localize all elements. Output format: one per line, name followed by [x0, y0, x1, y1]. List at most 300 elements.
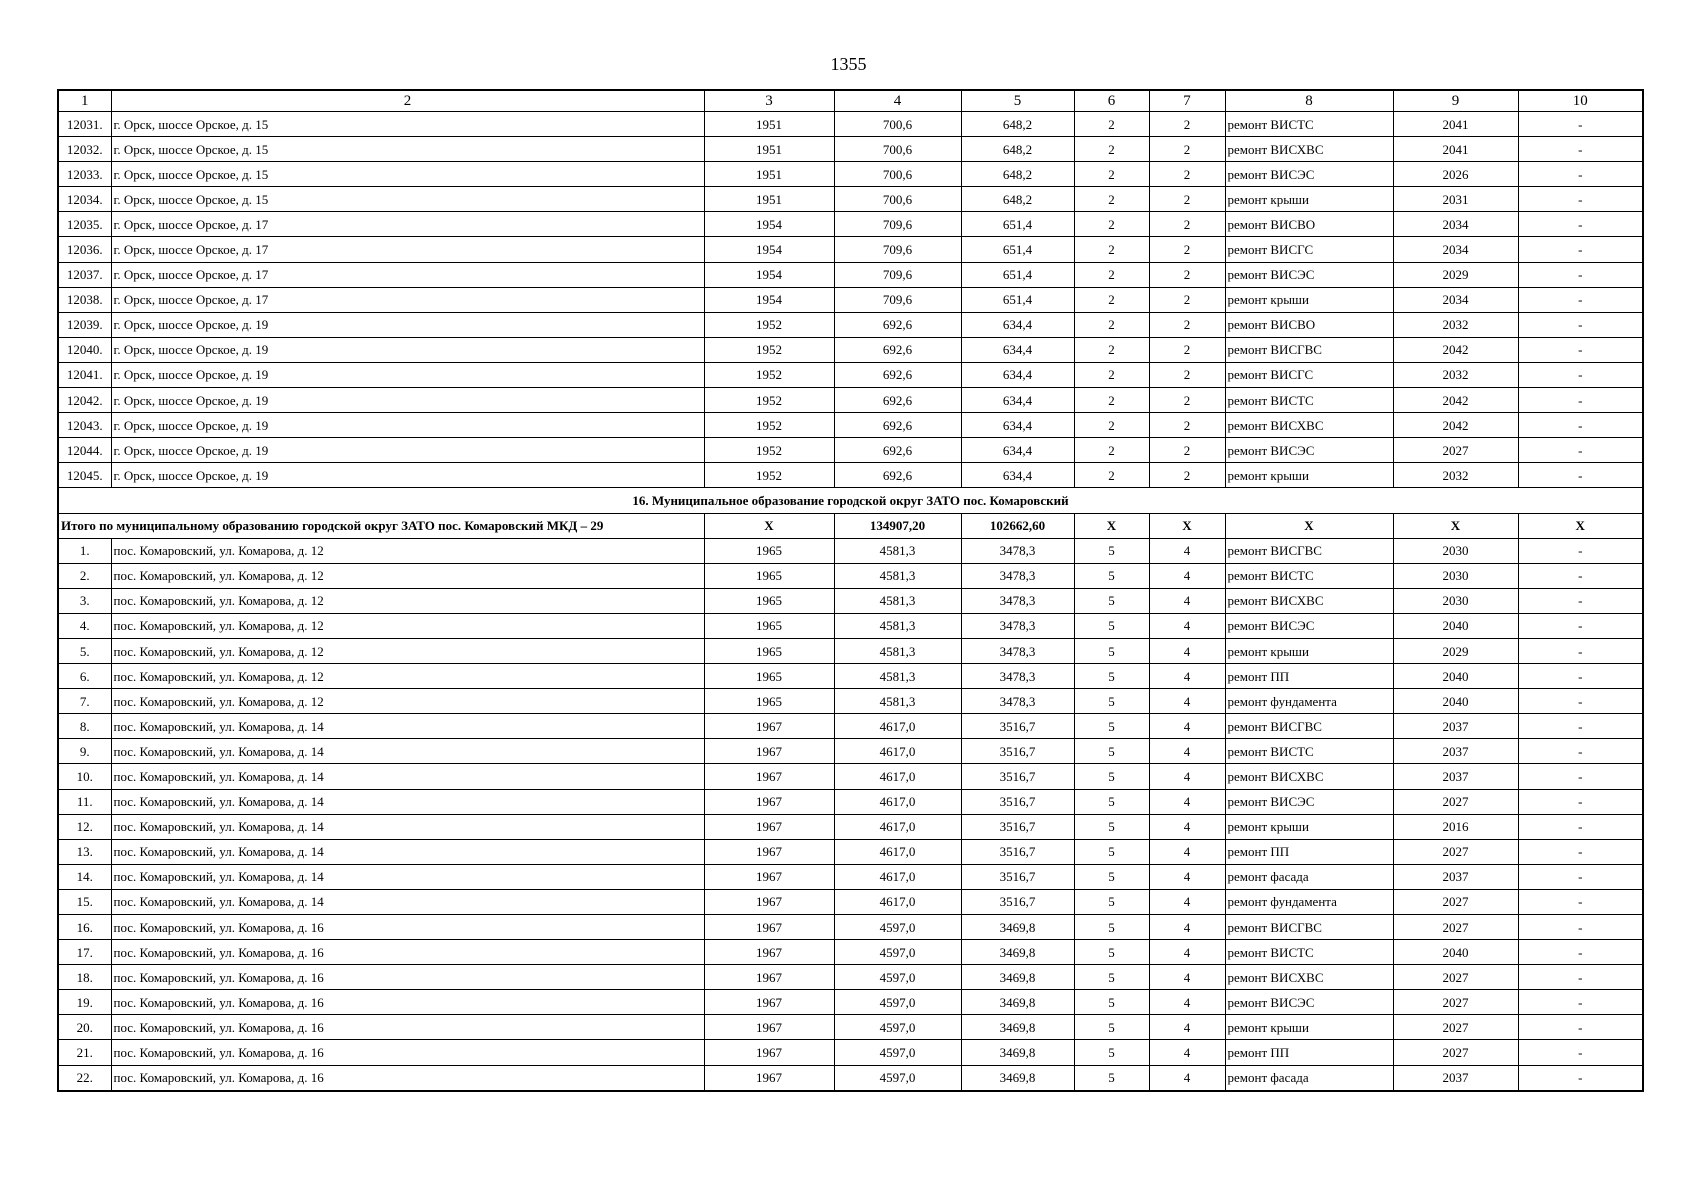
table-cell: 2027: [1393, 839, 1518, 864]
table-row: [58, 237, 1643, 262]
table-cell: 5: [1074, 990, 1149, 1015]
table-cell: 21.: [58, 1040, 111, 1065]
table-cell: г. Орск, шоссе Орское, д. 15: [111, 162, 704, 187]
table-cell: г. Орск, шоссе Орское, д. 15: [111, 112, 704, 137]
table-cell: 1967: [704, 889, 834, 914]
table-cell: ремонт ПП: [1225, 1040, 1393, 1065]
table-cell: 3516,7: [961, 739, 1074, 764]
table-cell: ремонт ВИСГС: [1225, 237, 1393, 262]
table-row: [58, 965, 1643, 990]
table-cell: г. Орск, шоссе Орское, д. 17: [111, 287, 704, 312]
table-cell: г. Орск, шоссе Орское, д. 15: [111, 137, 704, 162]
table-cell: 5: [1074, 1065, 1149, 1091]
table-cell: 5: [1074, 915, 1149, 940]
table-row: [58, 889, 1643, 914]
table-cell: 2: [1074, 413, 1149, 438]
table-cell: -: [1518, 438, 1643, 463]
column-header: 6: [1074, 90, 1149, 112]
table-cell: 6.: [58, 664, 111, 689]
table-cell: -: [1518, 237, 1643, 262]
table-cell: -: [1518, 287, 1643, 312]
table-cell: -: [1518, 112, 1643, 137]
total-cell: X: [1149, 513, 1225, 538]
table-cell: 2: [1149, 112, 1225, 137]
table-cell: 2: [1074, 212, 1149, 237]
table-cell: 22.: [58, 1065, 111, 1091]
table-cell: 692,6: [834, 463, 961, 488]
table-cell: 2032: [1393, 463, 1518, 488]
table-cell: -: [1518, 137, 1643, 162]
table-cell: 5: [1074, 789, 1149, 814]
table-row: [58, 337, 1643, 362]
table-cell: 5: [1074, 864, 1149, 889]
table-cell: 5: [1074, 814, 1149, 839]
table-cell: 4: [1149, 739, 1225, 764]
table-cell: 10.: [58, 764, 111, 789]
table-cell: ремонт ПП: [1225, 839, 1393, 864]
table-cell: 4: [1149, 764, 1225, 789]
table-cell: 1952: [704, 413, 834, 438]
table-cell: пос. Комаровский, ул. Комарова, д. 12: [111, 588, 704, 613]
table-cell: пос. Комаровский, ул. Комарова, д. 14: [111, 789, 704, 814]
table-cell: ремонт крыши: [1225, 287, 1393, 312]
table-cell: 4597,0: [834, 965, 961, 990]
table-cell: 1967: [704, 1015, 834, 1040]
table-cell: 4581,3: [834, 538, 961, 563]
table-cell: 3516,7: [961, 839, 1074, 864]
table-cell: -: [1518, 689, 1643, 714]
table-cell: 18.: [58, 965, 111, 990]
table-cell: 4: [1149, 814, 1225, 839]
table-cell: 648,2: [961, 137, 1074, 162]
table-cell: -: [1518, 864, 1643, 889]
table-cell: 2037: [1393, 764, 1518, 789]
table-cell: 12040.: [58, 337, 111, 362]
table-cell: 700,6: [834, 187, 961, 212]
table-cell: 2040: [1393, 664, 1518, 689]
table-cell: 2037: [1393, 739, 1518, 764]
table-cell: 634,4: [961, 463, 1074, 488]
table-row: [58, 1065, 1643, 1091]
table-cell: ремонт ВИСГВС: [1225, 538, 1393, 563]
table-cell: 5: [1074, 563, 1149, 588]
table-cell: 709,6: [834, 212, 961, 237]
column-header: 4: [834, 90, 961, 112]
table-cell: 1967: [704, 764, 834, 789]
table-cell: ремонт ВИСЭС: [1225, 438, 1393, 463]
table-cell: 2: [1074, 112, 1149, 137]
table-cell: 3478,3: [961, 638, 1074, 663]
table-cell: 2027: [1393, 889, 1518, 914]
table-cell: 4: [1149, 965, 1225, 990]
table-cell: 1967: [704, 1040, 834, 1065]
table-cell: пос. Комаровский, ул. Комарова, д. 16: [111, 1065, 704, 1091]
table-cell: 12032.: [58, 137, 111, 162]
table-cell: 4: [1149, 714, 1225, 739]
table-row: [58, 1040, 1643, 1065]
table-row: [58, 538, 1643, 563]
table-cell: г. Орск, шоссе Орское, д. 17: [111, 237, 704, 262]
table-cell: 5: [1074, 538, 1149, 563]
table-cell: 3478,3: [961, 689, 1074, 714]
table-cell: 3478,3: [961, 563, 1074, 588]
table-cell: г. Орск, шоссе Орское, д. 19: [111, 337, 704, 362]
table-cell: 1951: [704, 137, 834, 162]
table-cell: пос. Комаровский, ул. Комарова, д. 14: [111, 814, 704, 839]
table-cell: -: [1518, 212, 1643, 237]
table-cell: 4: [1149, 638, 1225, 663]
total-cell: X: [1225, 513, 1393, 538]
table-cell: 2027: [1393, 965, 1518, 990]
table-row: [58, 864, 1643, 889]
table-cell: -: [1518, 889, 1643, 914]
table-cell: 1967: [704, 864, 834, 889]
table-cell: 2: [1149, 413, 1225, 438]
table-cell: 3516,7: [961, 889, 1074, 914]
table-cell: г. Орск, шоссе Орское, д. 19: [111, 362, 704, 387]
table-cell: 2037: [1393, 864, 1518, 889]
table-cell: 1967: [704, 940, 834, 965]
table-cell: 3469,8: [961, 940, 1074, 965]
table-cell: 2030: [1393, 588, 1518, 613]
table-cell: 5: [1074, 588, 1149, 613]
table-cell: 692,6: [834, 438, 961, 463]
table-cell: 4: [1149, 990, 1225, 1015]
table-cell: 4597,0: [834, 1065, 961, 1091]
table-cell: 12036.: [58, 237, 111, 262]
table-cell: пос. Комаровский, ул. Комарова, д. 12: [111, 538, 704, 563]
table-cell: 2: [1149, 212, 1225, 237]
table-cell: пос. Комаровский, ул. Комарова, д. 16: [111, 1015, 704, 1040]
table-cell: 709,6: [834, 237, 961, 262]
table-cell: 4: [1149, 689, 1225, 714]
table-cell: 2: [1149, 312, 1225, 337]
table-cell: ремонт ВИСЭС: [1225, 990, 1393, 1015]
table-cell: -: [1518, 162, 1643, 187]
table-cell: 2: [1074, 137, 1149, 162]
table-cell: -: [1518, 839, 1643, 864]
table-cell: ремонт ВИСХВС: [1225, 413, 1393, 438]
table-cell: 1952: [704, 362, 834, 387]
table-cell: 4: [1149, 538, 1225, 563]
table-cell: 1954: [704, 262, 834, 287]
table-cell: 2: [1074, 337, 1149, 362]
table-row: [58, 413, 1643, 438]
table-cell: 14.: [58, 864, 111, 889]
table-cell: 7.: [58, 689, 111, 714]
table-cell: ремонт ПП: [1225, 664, 1393, 689]
table-cell: 1951: [704, 162, 834, 187]
table-cell: 4617,0: [834, 839, 961, 864]
table-cell: 1954: [704, 287, 834, 312]
table-cell: 5: [1074, 965, 1149, 990]
table-cell: 3469,8: [961, 915, 1074, 940]
total-cell: X: [704, 513, 834, 538]
table-cell: 12037.: [58, 262, 111, 287]
table-cell: 651,4: [961, 262, 1074, 287]
table-cell: 2: [1149, 137, 1225, 162]
table-cell: 4: [1149, 1040, 1225, 1065]
total-cell: 134907,20: [834, 513, 961, 538]
table-cell: -: [1518, 538, 1643, 563]
table-cell: 1967: [704, 990, 834, 1015]
table-cell: 19.: [58, 990, 111, 1015]
table-row: [58, 212, 1643, 237]
table-cell: 1965: [704, 613, 834, 638]
table-cell: 2: [1074, 237, 1149, 262]
table-cell: 4581,3: [834, 588, 961, 613]
table-cell: 651,4: [961, 212, 1074, 237]
table-cell: -: [1518, 990, 1643, 1015]
table-cell: ремонт крыши: [1225, 463, 1393, 488]
repair-schedule-table: [57, 89, 1644, 1092]
table-cell: 1967: [704, 714, 834, 739]
table-cell: 5.: [58, 638, 111, 663]
table-row: [58, 739, 1643, 764]
table-row: [58, 112, 1643, 137]
table-row: [58, 362, 1643, 387]
table-cell: 4617,0: [834, 764, 961, 789]
table-cell: 1967: [704, 915, 834, 940]
table-cell: 4: [1149, 839, 1225, 864]
table-cell: пос. Комаровский, ул. Комарова, д. 14: [111, 839, 704, 864]
table-cell: 2042: [1393, 388, 1518, 413]
table-row: [58, 689, 1643, 714]
table-cell: 709,6: [834, 287, 961, 312]
table-cell: ремонт ВИСТС: [1225, 940, 1393, 965]
table-cell: 3.: [58, 588, 111, 613]
table-cell: 2037: [1393, 1065, 1518, 1091]
table-cell: 1967: [704, 965, 834, 990]
table-cell: -: [1518, 187, 1643, 212]
table-cell: 2: [1149, 187, 1225, 212]
table-cell: 12045.: [58, 463, 111, 488]
table-cell: 700,6: [834, 162, 961, 187]
table-cell: -: [1518, 1040, 1643, 1065]
table-cell: ремонт ВИСЭС: [1225, 789, 1393, 814]
table-cell: 2: [1149, 262, 1225, 287]
table-cell: 2027: [1393, 915, 1518, 940]
column-header: 2: [111, 90, 704, 112]
table-cell: 3478,3: [961, 538, 1074, 563]
total-cell: X: [1518, 513, 1643, 538]
table-cell: 4581,3: [834, 638, 961, 663]
table-cell: 1951: [704, 112, 834, 137]
table-cell: 1967: [704, 789, 834, 814]
table-cell: пос. Комаровский, ул. Комарова, д. 16: [111, 965, 704, 990]
table-row: [58, 388, 1643, 413]
table-row: [58, 915, 1643, 940]
table-cell: ремонт фундамента: [1225, 889, 1393, 914]
table-cell: 648,2: [961, 162, 1074, 187]
table-cell: пос. Комаровский, ул. Комарова, д. 12: [111, 638, 704, 663]
table-row: [58, 312, 1643, 337]
table-cell: 4597,0: [834, 940, 961, 965]
table-cell: 4617,0: [834, 889, 961, 914]
table-row: [58, 1015, 1643, 1040]
table-cell: 692,6: [834, 337, 961, 362]
table-cell: 2042: [1393, 337, 1518, 362]
table-row: [58, 940, 1643, 965]
table-cell: 5: [1074, 613, 1149, 638]
table-cell: 4617,0: [834, 789, 961, 814]
table-cell: 2027: [1393, 1040, 1518, 1065]
section-title-row: [58, 488, 1643, 513]
table-cell: 4: [1149, 789, 1225, 814]
table-cell: -: [1518, 337, 1643, 362]
table-cell: -: [1518, 638, 1643, 663]
table-cell: 4597,0: [834, 1040, 961, 1065]
table-cell: 1967: [704, 814, 834, 839]
table-cell: ремонт ВИСХВС: [1225, 137, 1393, 162]
table-cell: 4: [1149, 1065, 1225, 1091]
column-header-row: [58, 90, 1643, 112]
table-cell: -: [1518, 664, 1643, 689]
table-cell: г. Орск, шоссе Орское, д. 19: [111, 388, 704, 413]
table-cell: 11.: [58, 789, 111, 814]
table-cell: 20.: [58, 1015, 111, 1040]
table-row: [58, 714, 1643, 739]
table-cell: 2: [1149, 337, 1225, 362]
table-cell: 5: [1074, 714, 1149, 739]
table-cell: 4617,0: [834, 714, 961, 739]
table-cell: 9.: [58, 739, 111, 764]
table-cell: 2027: [1393, 1015, 1518, 1040]
table-cell: ремонт фасада: [1225, 864, 1393, 889]
table-cell: 692,6: [834, 413, 961, 438]
table-cell: 3469,8: [961, 1015, 1074, 1040]
table-row: [58, 664, 1643, 689]
table-cell: 2040: [1393, 940, 1518, 965]
table-cell: 2027: [1393, 990, 1518, 1015]
table-cell: ремонт ВИСХВС: [1225, 764, 1393, 789]
table-row: [58, 563, 1643, 588]
table-cell: 634,4: [961, 438, 1074, 463]
table-cell: 5: [1074, 1015, 1149, 1040]
table-cell: 4581,3: [834, 613, 961, 638]
table-cell: 4: [1149, 664, 1225, 689]
table-cell: 2030: [1393, 538, 1518, 563]
table-cell: 3478,3: [961, 588, 1074, 613]
table-cell: 4581,3: [834, 689, 961, 714]
table-cell: 1952: [704, 463, 834, 488]
table-cell: -: [1518, 739, 1643, 764]
table-cell: 2: [1074, 162, 1149, 187]
table-cell: 12.: [58, 814, 111, 839]
table-cell: пос. Комаровский, ул. Комарова, д. 14: [111, 889, 704, 914]
table-cell: ремонт крыши: [1225, 187, 1393, 212]
table-cell: 1965: [704, 563, 834, 588]
table-cell: 2: [1149, 463, 1225, 488]
table-cell: -: [1518, 714, 1643, 739]
table-cell: пос. Комаровский, ул. Комарова, д. 16: [111, 940, 704, 965]
table-cell: 5: [1074, 638, 1149, 663]
table-cell: 1965: [704, 538, 834, 563]
table-cell: 651,4: [961, 287, 1074, 312]
table-cell: 4581,3: [834, 563, 961, 588]
table-cell: 3469,8: [961, 990, 1074, 1015]
table-cell: 4581,3: [834, 664, 961, 689]
table-cell: 2031: [1393, 187, 1518, 212]
table-cell: 5: [1074, 839, 1149, 864]
table-cell: 13.: [58, 839, 111, 864]
total-cell: X: [1393, 513, 1518, 538]
table-cell: 12044.: [58, 438, 111, 463]
table-cell: 1967: [704, 739, 834, 764]
table-cell: ремонт ВИСТС: [1225, 563, 1393, 588]
table-cell: 2026: [1393, 162, 1518, 187]
table-cell: ремонт ВИСЭС: [1225, 262, 1393, 287]
table-cell: -: [1518, 463, 1643, 488]
table-cell: 2030: [1393, 563, 1518, 588]
table-cell: 1967: [704, 839, 834, 864]
table-cell: 17.: [58, 940, 111, 965]
table-cell: ремонт ВИСВО: [1225, 212, 1393, 237]
table-cell: 4: [1149, 588, 1225, 613]
table-cell: 4: [1149, 563, 1225, 588]
table-row: [58, 613, 1643, 638]
table-cell: -: [1518, 789, 1643, 814]
table-cell: 4: [1149, 915, 1225, 940]
table-cell: 2: [1149, 362, 1225, 387]
table-cell: пос. Комаровский, ул. Комарова, д. 16: [111, 990, 704, 1015]
table-cell: -: [1518, 563, 1643, 588]
table-row: [58, 789, 1643, 814]
table-cell: 3478,3: [961, 664, 1074, 689]
table-cell: пос. Комаровский, ул. Комарова, д. 16: [111, 1040, 704, 1065]
table-cell: 2: [1149, 388, 1225, 413]
table-cell: -: [1518, 413, 1643, 438]
table-cell: пос. Комаровский, ул. Комарова, д. 14: [111, 864, 704, 889]
table-cell: ремонт ВИСТС: [1225, 388, 1393, 413]
table-cell: г. Орск, шоссе Орское, д. 19: [111, 463, 704, 488]
table-cell: 1954: [704, 212, 834, 237]
table-cell: ремонт крыши: [1225, 814, 1393, 839]
table-cell: 2034: [1393, 287, 1518, 312]
table-cell: 2041: [1393, 137, 1518, 162]
table-cell: 5: [1074, 739, 1149, 764]
table-cell: пос. Комаровский, ул. Комарова, д. 12: [111, 563, 704, 588]
table-cell: 1965: [704, 689, 834, 714]
table-cell: 3516,7: [961, 864, 1074, 889]
table-cell: 2042: [1393, 413, 1518, 438]
table-cell: 2: [1074, 388, 1149, 413]
table-cell: ремонт ВИСВО: [1225, 312, 1393, 337]
table-cell: 2040: [1393, 689, 1518, 714]
table-row: [58, 463, 1643, 488]
table-cell: 2: [1074, 287, 1149, 312]
table-cell: пос. Комаровский, ул. Комарова, д. 14: [111, 764, 704, 789]
table-cell: 2029: [1393, 638, 1518, 663]
table-cell: 1952: [704, 312, 834, 337]
table-cell: 1954: [704, 237, 834, 262]
table-cell: г. Орск, шоссе Орское, д. 19: [111, 438, 704, 463]
table-row: [58, 438, 1643, 463]
table-cell: 2: [1074, 187, 1149, 212]
table-cell: 1965: [704, 588, 834, 613]
page-number: 1355: [830, 54, 867, 74]
table-cell: ремонт ВИСХВС: [1225, 965, 1393, 990]
table-cell: 4: [1149, 940, 1225, 965]
table-cell: 2: [1149, 287, 1225, 312]
column-header: 9: [1393, 90, 1518, 112]
table-cell: ремонт фундамента: [1225, 689, 1393, 714]
table-cell: 1.: [58, 538, 111, 563]
table-cell: 2: [1074, 262, 1149, 287]
table-cell: 1952: [704, 438, 834, 463]
table-cell: 5: [1074, 1040, 1149, 1065]
table-cell: -: [1518, 915, 1643, 940]
